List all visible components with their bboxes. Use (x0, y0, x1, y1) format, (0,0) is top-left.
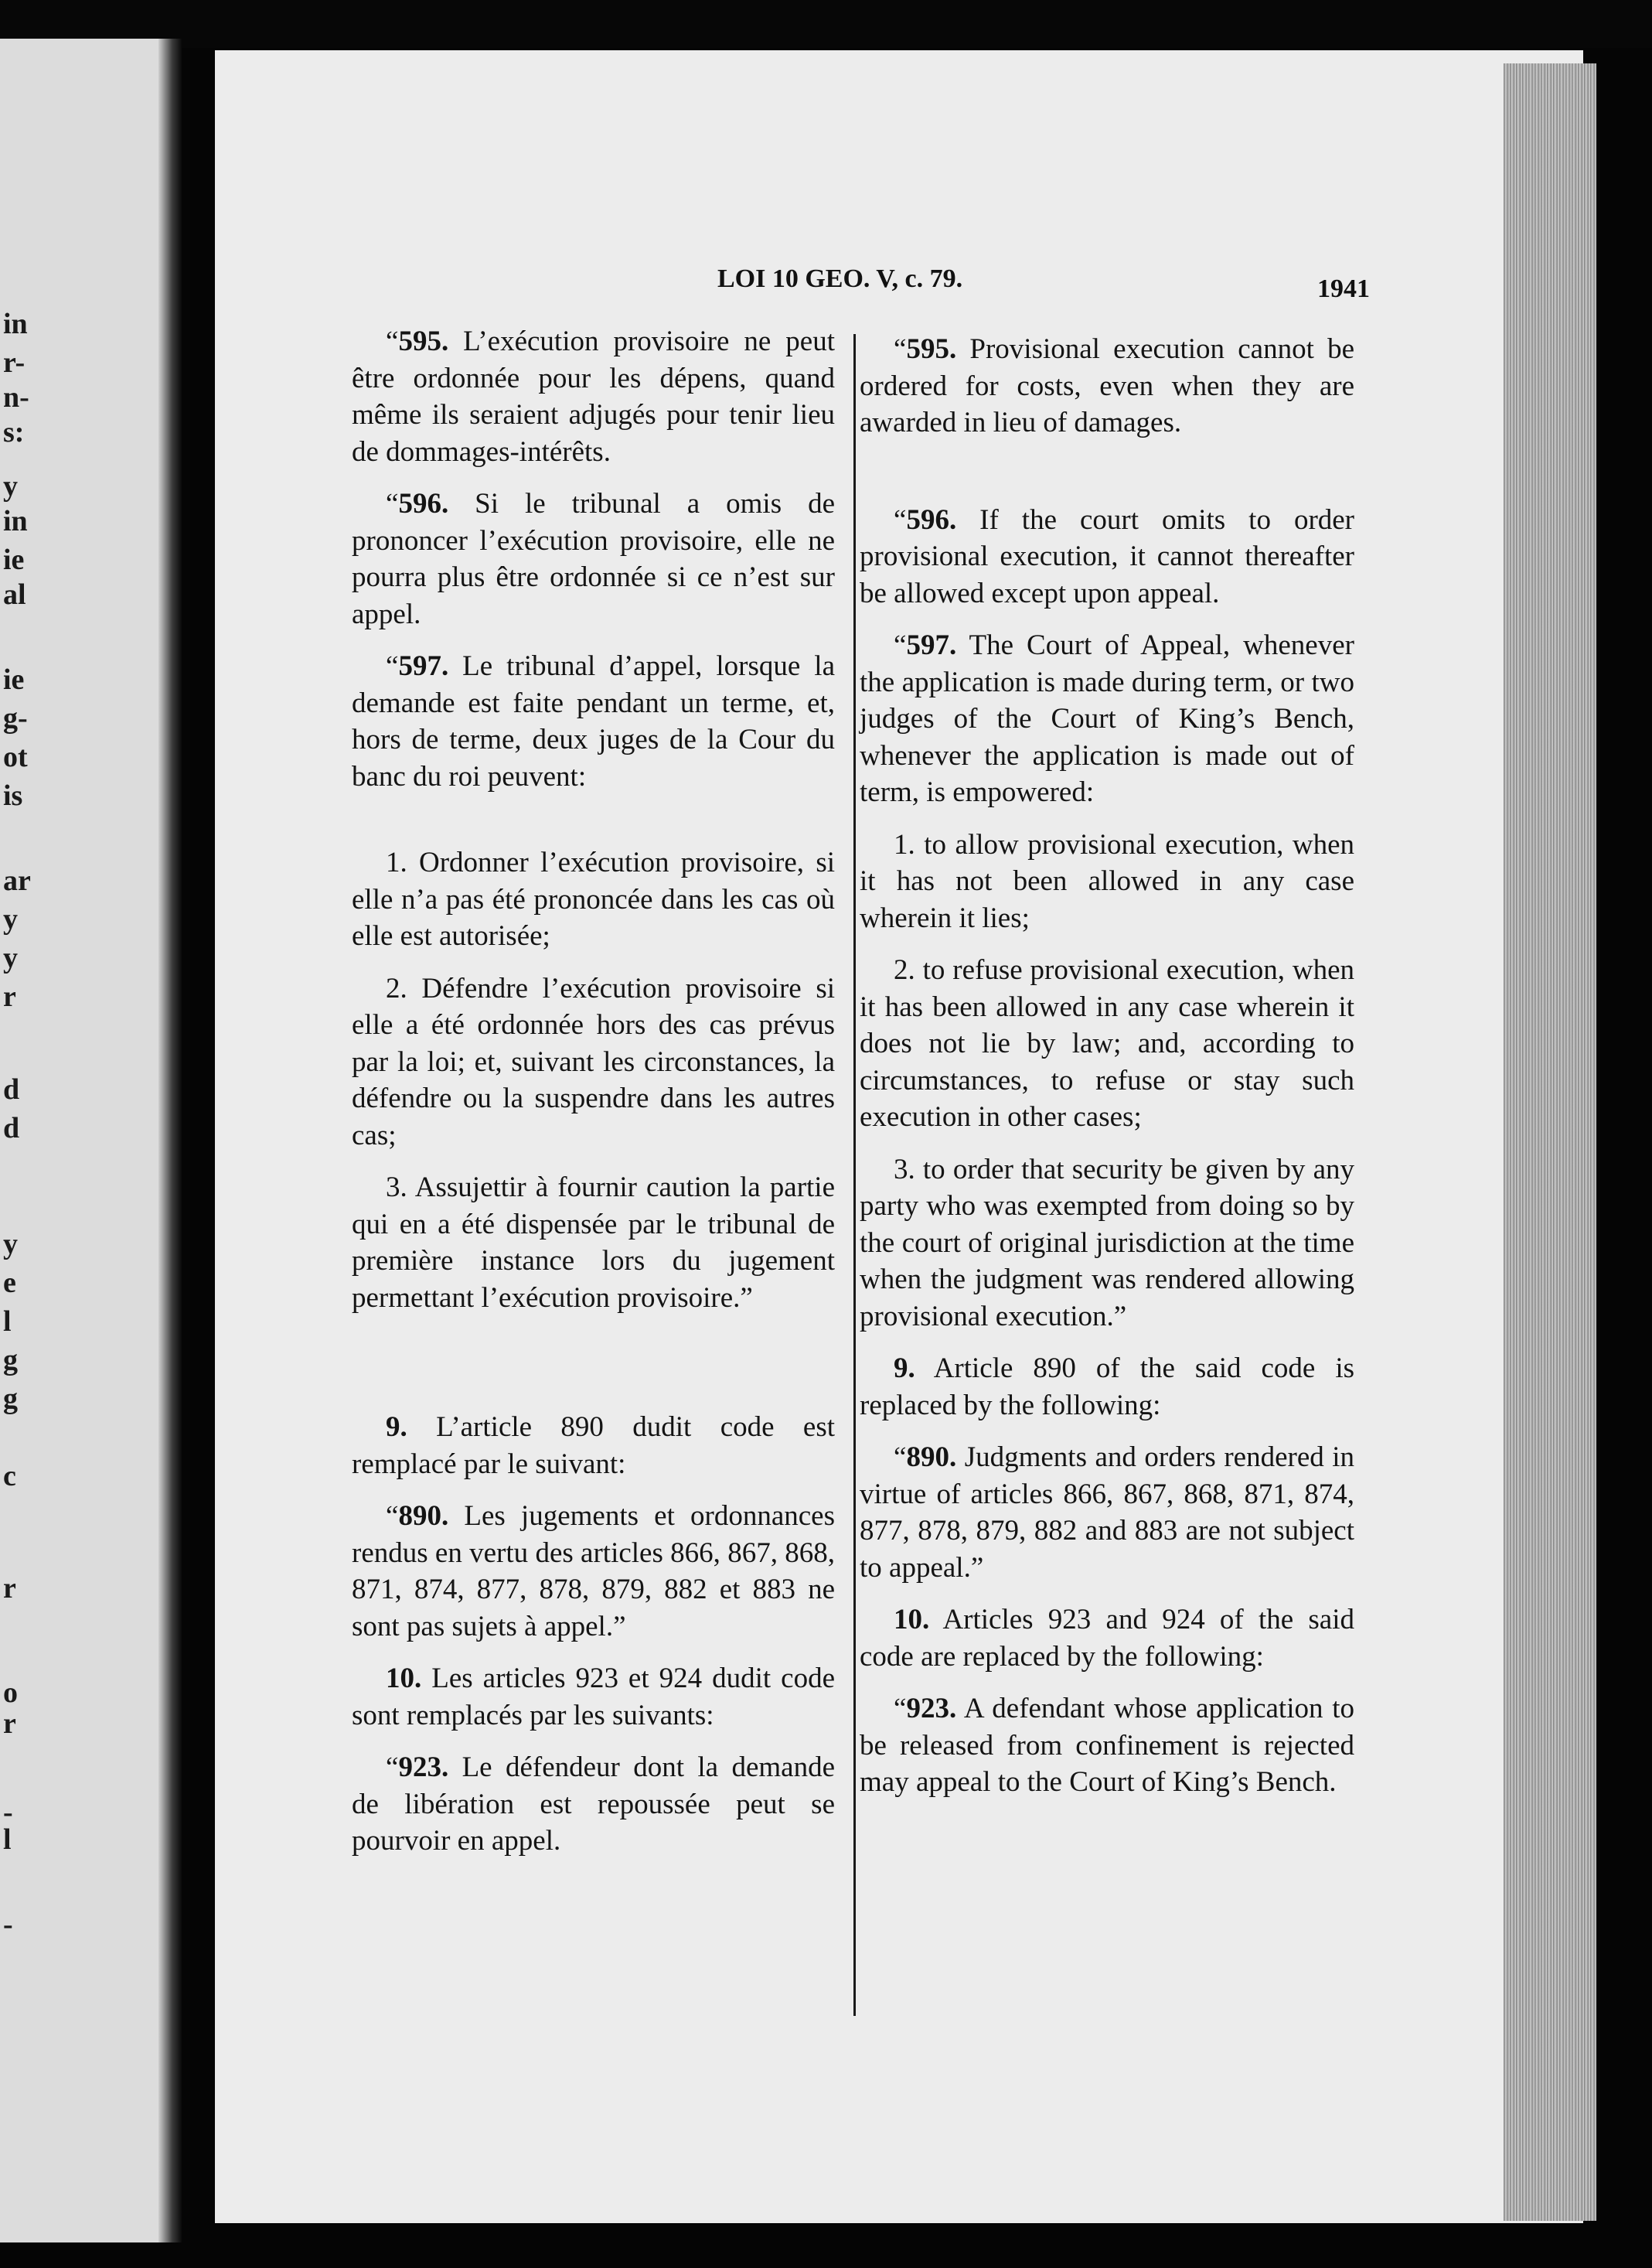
scan-top-border (0, 0, 1652, 48)
facing-page-fragment-text: r (3, 1572, 16, 1605)
article-text: Le tribunal d’appel, lorsque la demande est faite pendant un terme, et, hors de terme, deux juges de la Cour du banc du roi peuvent: (352, 650, 835, 793)
page-stack-edges (1504, 63, 1596, 2221)
paragraph-3-en: 3. to order that security be given by any party who was exempted from doing so by the court of original jurisdiction at the time when the judgment was rendered allowing provisional execution.” (860, 1153, 1354, 1332)
section-10-en (860, 1601, 1354, 1675)
article-596-fr: “596. Si le tribunal a omis de prononcer l’exécution provisoire, elle ne pourra plus être ordonnée si ce n’est sur appel. (352, 488, 836, 630)
facing-page-fragment-text: l (3, 1305, 12, 1338)
column-divider (853, 334, 856, 2016)
facing-page-fragment-text: l (3, 1823, 12, 1856)
article-596-en: “596. If the court omits to order provisional execution, it cannot thereafter be allowed except upon appeal. (860, 503, 1355, 609)
facing-page-fragment-text: r (3, 1707, 16, 1740)
facing-page-fragment-text: is (3, 779, 23, 812)
english-column (860, 331, 1354, 1816)
article-number: 597. (906, 629, 957, 661)
article-text: Le défendeur dont la demande de libération est repoussée peut se pourvoir en appel. (352, 1751, 835, 1857)
article-890-en: “890. Judgments and orders rendered in virtue of articles 866, 867, 868, 871, 874, 877, 878, 879, 882 and 883 are not subject to appeal.” (860, 1441, 1355, 1584)
section-number: 10. (894, 1604, 930, 1635)
article-890-fr: “890. Les jugements et ordonnances rendus en vertu des articles 866, 867, 868, 871, 874, 877, 878, 879, 882 et 883 ne sont pas sujets à appel.” (352, 1500, 835, 1642)
section-text: Article 890 of the said code is replaced by the following: (860, 1352, 1354, 1421)
section-number: 9. (386, 1411, 407, 1443)
article-number: 597. (398, 650, 449, 682)
paragraph-2-fr: 2. Défendre l’exécution provisoire si elle a été ordonnée hors des cas prévus par la loi; et, suivant les circonstances, la défendre ou la suspendre dans les autres cas; (352, 972, 835, 1151)
facing-page-fragment-text: y (3, 1228, 18, 1260)
article-text: If the court omits to order provisional execution, it cannot thereafter be allowed except upon appeal. (860, 503, 1355, 609)
facing-page-fragment-text: y (3, 903, 18, 936)
facing-page-fragment-text: g (3, 1383, 18, 1415)
facing-page-fragment-text: - (3, 1796, 13, 1829)
facing-page-fragment-text: in (3, 308, 28, 340)
facing-page-fragment-text: r (3, 981, 16, 1013)
article-text: The Court of Appeal, whenever the application is made during term, or two judges of the Court of King’s Bench, whenever the application is made out of term, is empowered: (860, 629, 1354, 808)
facing-page-fragment-text: ot (3, 741, 28, 773)
article-number: 923. (398, 1751, 449, 1783)
section-number: 9. (894, 1352, 915, 1384)
article-number: 923. (906, 1693, 957, 1724)
facing-page-fragment-text: g- (3, 702, 28, 735)
facing-page-fragment-text: r- (3, 346, 26, 379)
section-9-en (860, 1350, 1354, 1424)
paragraph-1-fr: 1. Ordonner l’exécution provisoire, si elle n’a pas été prononcée dans les cas où elle est autorisée; (352, 847, 835, 952)
facing-page-fragment-text: s: (3, 416, 25, 448)
article-text: Si le tribunal a omis de prononcer l’exécution provisoire, elle ne pourra plus être ordonnée si ce n’est sur appel. (352, 488, 836, 630)
article-text: L’exécution provisoire ne peut être ordonnée pour les dépens, quand même ils seraient adjugés pour tenir lieu de dommages-intérêts. (352, 326, 835, 468)
facing-page-fragment-text: n- (3, 381, 29, 414)
french-column (352, 323, 835, 1875)
section-9-fr (352, 1409, 835, 1482)
paragraph-1-en: 1. to allow provisional execution, when it has not been allowed in any case wherein it lies; (860, 828, 1354, 934)
article-923-en: “923. A defendant whose application to be released from confinement is rejected may appeal to the Court of King’s Bench. (860, 1693, 1354, 1798)
article-text: Judgments and orders rendered in virtue of articles 866, 867, 868, 871, 874, 877, 878, 879, 882 and 883 are not subject to appeal.” (860, 1441, 1355, 1584)
article-number: 596. (906, 503, 957, 536)
facing-page-fragment-text: ie (3, 663, 25, 696)
facing-page-fragment (0, 39, 182, 2242)
article-text: Provisional execution cannot be ordered for costs, even when they are awarded in lieu of damages. (860, 333, 1354, 438)
facing-page-fragment-text: d (3, 1073, 20, 1106)
article-number: 596. (398, 488, 449, 520)
article-text: A defendant whose application to be released from confinement is rejected may appeal to the Court of King’s Bench. (860, 1693, 1354, 1798)
facing-page-fragment-text: o (3, 1676, 18, 1709)
article-number: 890. (906, 1441, 957, 1473)
book-gutter (158, 39, 182, 2242)
facing-page-fragment-text: c (3, 1460, 16, 1492)
article-923-fr: “923. Le défendeur dont la demande de libération est repoussée peut se pourvoir en appel. (352, 1751, 835, 1857)
paragraph-2-en: 2. to refuse provisional execution, when it has been allowed in any case wherein it does not lie by law; and, according to circumstances, to refuse or stay such execution in other cases; (860, 954, 1354, 1133)
facing-page-fragment-text: g (3, 1344, 18, 1376)
section-text: Les articles 923 et 924 dudit code sont remplacés par les suivants: (352, 1663, 835, 1731)
facing-page-fragment-text: in (3, 505, 28, 537)
article-595-en: “595. Provisional execution cannot be ordered for costs, even when they are awarded in lieu of damages. (860, 333, 1354, 438)
section-text: L’article 890 dudit code est remplacé par le suivant: (352, 1411, 835, 1480)
section-text: Articles 923 and 924 of the said code are replaced by the following: (860, 1604, 1355, 1673)
page-number: 1941 (1317, 275, 1370, 303)
facing-page-fragment-text: e (3, 1267, 16, 1299)
facing-page-fragment-text: ar (3, 865, 31, 897)
article-number: 890. (398, 1500, 449, 1532)
paragraph-3-fr: 3. Assujettir à fournir caution la partie qui en a été dispensée par le tribunal de première instance lors du jugement permettant l’exécution provisoire.” (352, 1172, 835, 1314)
facing-page-fragment-text: d (3, 1112, 20, 1144)
facing-page-fragment-text: - (3, 1908, 13, 1941)
article-597-en: “597. The Court of Appeal, whenever the application is made during term, or two judges of the Court of King’s Bench, whenever the application is made out of term, is empowered: (860, 629, 1354, 808)
article-595-fr: “595. L’exécution provisoire ne peut être ordonnée pour les dépens, quand même ils seraient adjugés pour tenir lieu de dommages-intérêts. (352, 326, 835, 468)
facing-page-fragment-text: y (3, 470, 18, 503)
facing-page-fragment-text: al (3, 578, 26, 611)
facing-page-fragment-text: ie (3, 544, 25, 576)
section-number: 10. (386, 1663, 422, 1694)
article-text: Les jugements et ordonnances rendus en vertu des articles 866, 867, 868, 871, 874, 877, 878, 879, 882 et 883 ne sont pas sujets à appel.” (352, 1500, 835, 1642)
facing-page-fragment-text: y (3, 942, 18, 974)
running-head-title: LOI 10 GEO. V, c. 79. (717, 264, 963, 293)
article-597-fr: “597. Le tribunal d’appel, lorsque la demande est faite pendant un terme, et, hors de terme, deux juges de la Cour du banc du roi peuvent: (352, 650, 835, 793)
article-number: 595. (398, 326, 449, 357)
article-number: 595. (906, 333, 957, 365)
section-10-fr (352, 1660, 835, 1734)
